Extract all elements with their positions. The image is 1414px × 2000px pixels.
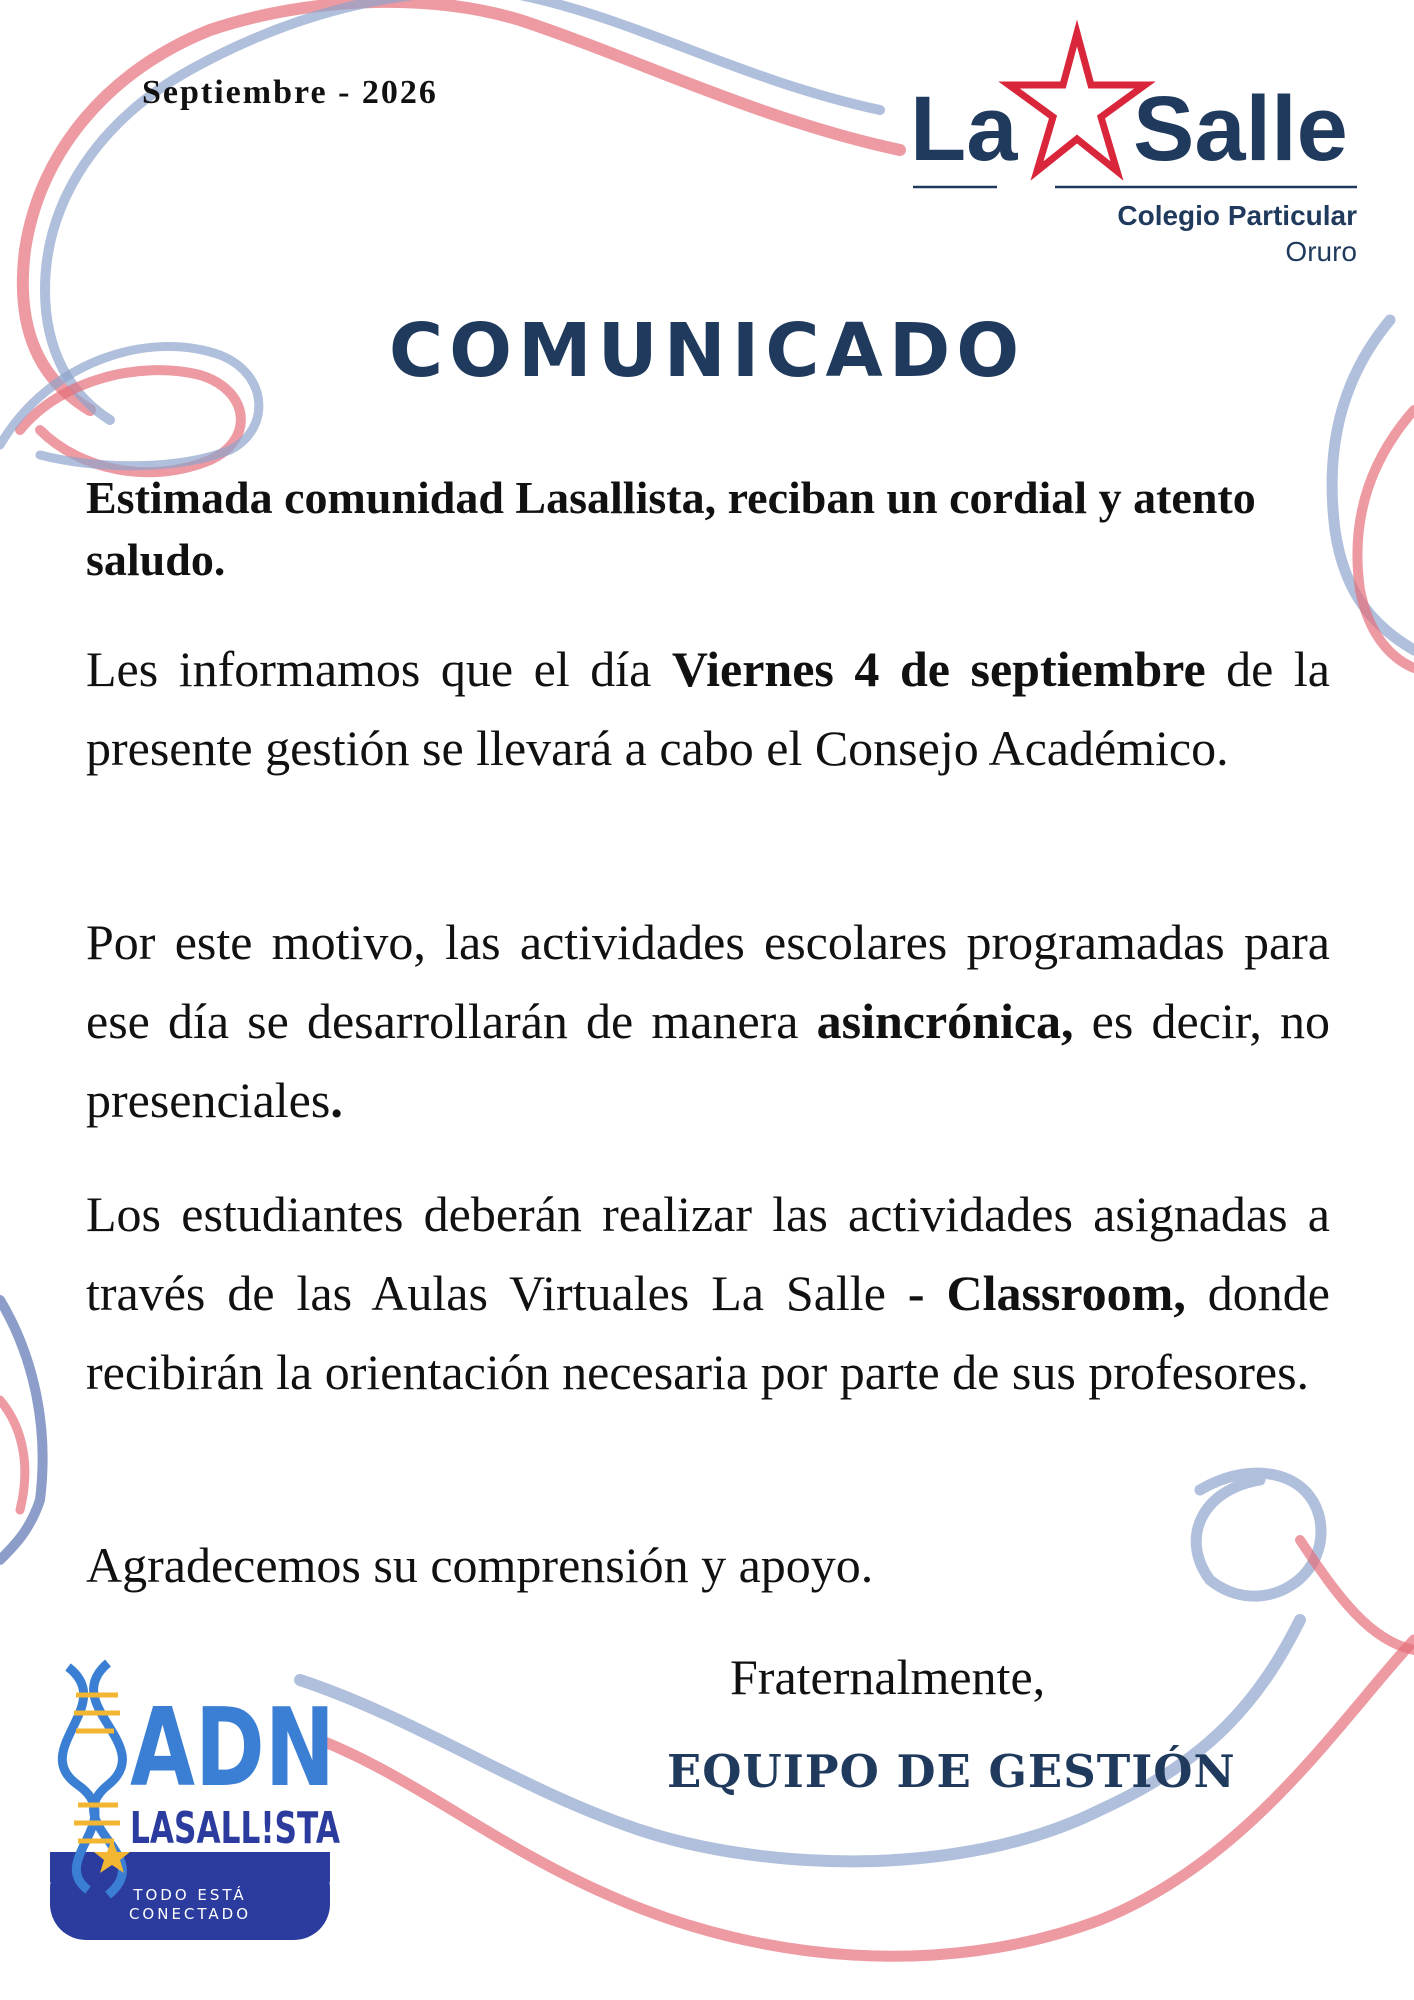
ribbon-red-left-mid [0,1400,25,1510]
paragraph-3-classroom: - Classroom, [907,1265,1186,1321]
paragraph-3-text-a: Los estudiantes deberán realizar las actividades asignadas a través de las Aulas Virtuales La Salle [86,1186,1330,1321]
la-salle-logo [905,25,1365,270]
page-title: COMUNICADO [388,308,1026,394]
logo-salle-text: Salle [1133,78,1348,180]
paragraph-3-text-b: donde recibirán la orientación necesaria por parte de sus profesores. [86,1265,1331,1400]
star-icon [1009,33,1145,171]
lasallista-word: LASALL!STA [130,1803,340,1854]
paragraph-1-text-a: Les informamos que el día [86,641,672,697]
paragraph-3 [86,1175,1330,1412]
paragraph-2-text-a: Por este motivo, las actividades escolares programadas para ese día se desarrollarán de manera [86,914,1330,1049]
paragraph-1 [86,630,1330,788]
adn-tagline-1: TODO ESTÁ [133,1886,247,1904]
adn-word: ADN [130,1686,335,1811]
paragraph-2-period: . [330,1072,343,1128]
paragraph-1-text-b: de la presente gestión se llevará a cabo el Consejo Académico. [86,641,1330,776]
paragraph-2-asincronica: asincrónica, [816,993,1074,1049]
paragraph-4: Agradecemos su comprensión y apoyo. [86,1537,874,1593]
logo-city: Oruro [1285,236,1357,267]
greeting-text: Estimada comunidad Lasallista, reciban un cordial y atento saludo. [86,472,1256,585]
logo-subtitle: Colegio Particular [1117,200,1357,231]
paragraph-2-text-b: es decir, no presenciales [86,993,1330,1128]
adn-badge-top-fill [50,1852,330,1882]
paragraph-1-date: Viernes 4 de septiembre [671,641,1206,697]
adn-tagline-2: CONECTADO [128,1905,252,1923]
signature-text: EQUIPO DE GESTIÓN [667,1745,1236,1798]
date-label: Septiembre - 2026 [142,74,438,111]
logo-la-text: La [910,78,1018,180]
paragraph-2 [86,903,1330,1140]
adn-lasallista-logo [48,1655,343,1942]
closing-text: Fraternalmente, [730,1649,1046,1705]
